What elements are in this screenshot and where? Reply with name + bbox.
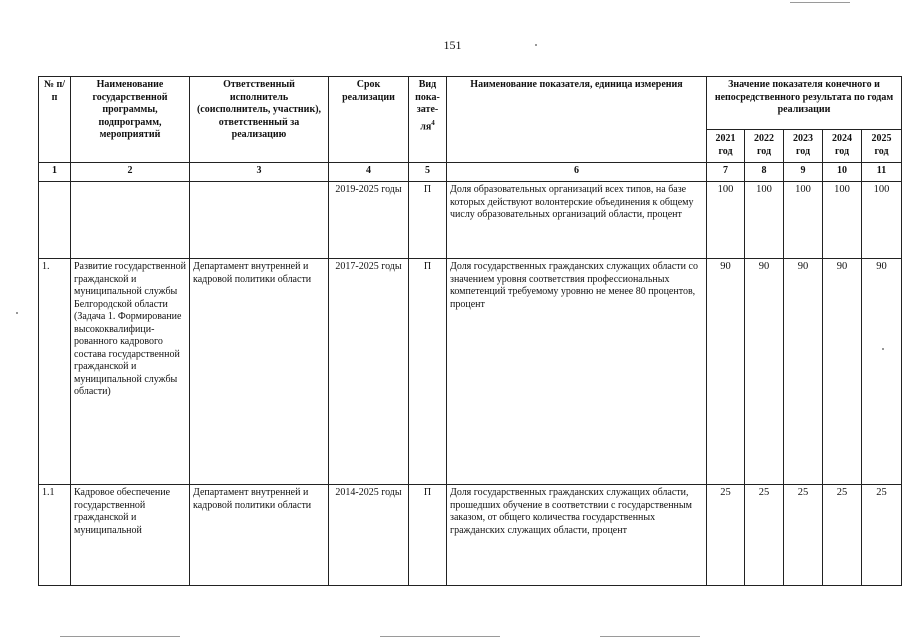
row-responsible: Департамент внутренней и кадровой политики области	[190, 259, 329, 485]
row-indicator: Доля государственных гражданских служащих области со значением уровня соответствия профессиональных компетенций требуемому уровню не менее 80 процентов, процент	[447, 259, 707, 485]
value-2022: 100	[745, 182, 784, 259]
row-name	[71, 182, 190, 259]
year-2022: 2022 год	[745, 130, 784, 163]
row-period: 2017-2025 годы	[329, 259, 409, 485]
col-header-name: Наименование государственной программы, подпрограмм, мероприятий	[71, 77, 190, 163]
col-header-responsible: Ответственный исполнитель (соисполнитель, участник), ответственный за реализацию	[190, 77, 329, 163]
column-number: 3	[190, 163, 329, 182]
row-name: Развитие государственной гражданской и муниципальной службы Белгородской области (Задача 1. Формирование высококвалифици-рованного кадрового состава государственной гражданской и муниципальной службы области)	[71, 259, 190, 485]
column-number: 4	[329, 163, 409, 182]
column-number: 9	[784, 163, 823, 182]
value-2024: 25	[823, 485, 862, 586]
col-header-period: Срок реализации	[329, 77, 409, 163]
value-2025: 25	[862, 485, 902, 586]
table-row	[39, 182, 902, 259]
indicators-table	[38, 76, 902, 586]
value-2022: 90	[745, 259, 784, 485]
column-number: 2	[71, 163, 190, 182]
table-row	[39, 485, 902, 586]
row-indicator: Доля образовательных организаций всех типов, на базе которых действуют волонтерские объединения к общему числу образовательных организаций области, процент	[447, 182, 707, 259]
page-number: 151	[443, 38, 462, 52]
row-period: 2019-2025 годы	[329, 182, 409, 259]
row-responsible	[190, 182, 329, 259]
scan-artifact-top-right	[790, 2, 850, 3]
row-num: 1.1	[39, 485, 71, 586]
column-number: 11	[862, 163, 902, 182]
value-2025: 100	[862, 182, 902, 259]
col-header-num: № п/п	[39, 77, 71, 163]
year-2024: 2024 год	[823, 130, 862, 163]
row-period: 2014-2025 годы	[329, 485, 409, 586]
value-2022: 25	[745, 485, 784, 586]
row-responsible: Департамент внутренней и кадровой политики области	[190, 485, 329, 586]
value-2021: 100	[707, 182, 745, 259]
value-2023: 25	[784, 485, 823, 586]
scan-speck	[535, 44, 537, 46]
col-header-type	[409, 77, 447, 163]
value-2023: 90	[784, 259, 823, 485]
scan-artifact-bottom	[60, 636, 180, 637]
column-number: 5	[409, 163, 447, 182]
table-row	[39, 259, 902, 485]
column-number: 6	[447, 163, 707, 182]
scan-artifact-bottom	[380, 636, 500, 637]
scan-speck	[882, 348, 884, 350]
year-2023: 2023 год	[784, 130, 823, 163]
scan-artifact-bottom	[600, 636, 700, 637]
row-num	[39, 182, 71, 259]
row-name: Кадровое обеспечение государственной гражданской и муниципальной	[71, 485, 190, 586]
row-type: П	[409, 182, 447, 259]
column-numbers-row	[39, 163, 902, 182]
column-number: 7	[707, 163, 745, 182]
row-num: 1.	[39, 259, 71, 485]
col-header-type-text: Вид пока-зате-ля	[415, 79, 440, 132]
column-number: 1	[39, 163, 71, 182]
value-2024: 100	[823, 182, 862, 259]
value-2024: 90	[823, 259, 862, 485]
year-2025: 2025 год	[862, 130, 902, 163]
value-2021: 25	[707, 485, 745, 586]
row-type: П	[409, 259, 447, 485]
header-row	[39, 77, 902, 130]
col-header-values: Значение показателя конечного и непосредственного результата по годам реализации	[707, 77, 902, 130]
value-2021: 90	[707, 259, 745, 485]
value-2025: 90	[862, 259, 902, 485]
column-number: 10	[823, 163, 862, 182]
col-header-indicator: Наименование показателя, единица измерения	[447, 77, 707, 163]
footnote-mark: 4	[431, 118, 435, 127]
scan-speck	[16, 312, 18, 314]
year-2021: 2021 год	[707, 130, 745, 163]
column-number: 8	[745, 163, 784, 182]
row-indicator: Доля государственных гражданских служащих области, прошедших обучение в соответствии с государственным заказом, от общего количества государственных гражданских служащих области, процент	[447, 485, 707, 586]
value-2023: 100	[784, 182, 823, 259]
row-type: П	[409, 485, 447, 586]
